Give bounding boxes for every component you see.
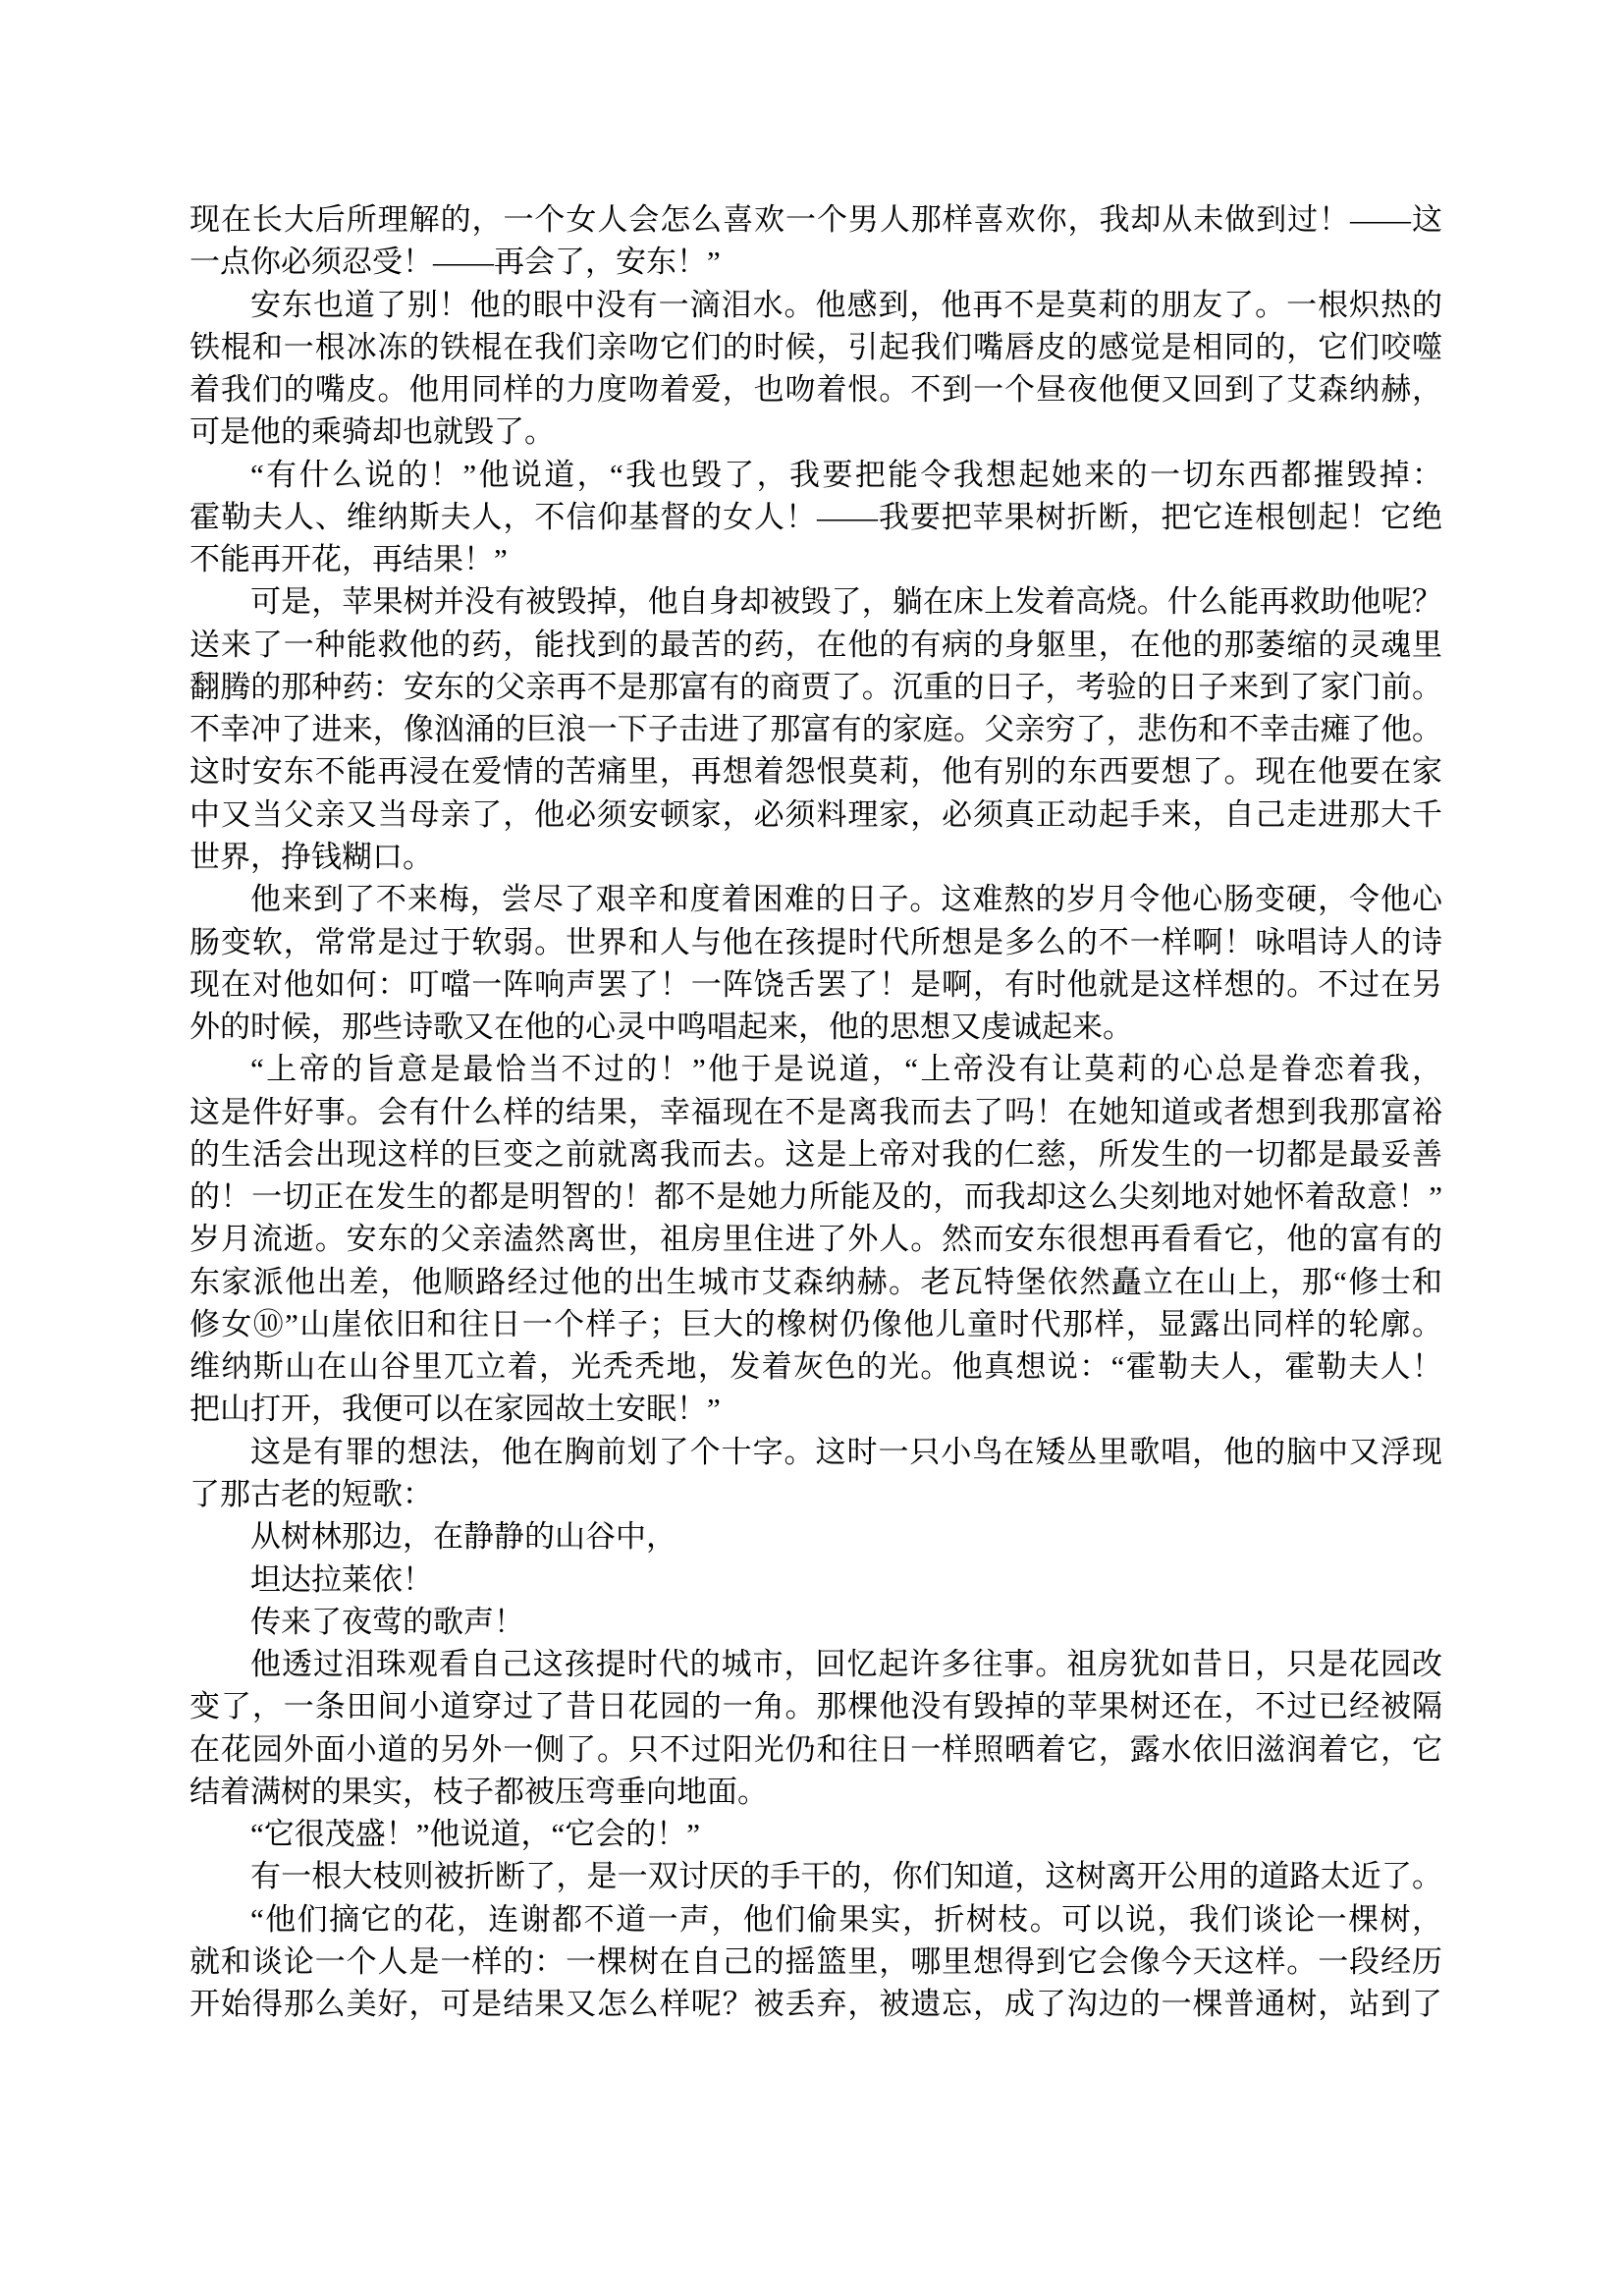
text-line: 修女⑩”山崖依旧和往日一个样子；巨大的橡树仍像他儿童时代那样，显露出同样的轮廓。: [189, 1306, 1442, 1341]
text-block: [189, 198, 1442, 2025]
text-line: 翻腾的那种药：安东的父亲再不是那富有的商贾了。沉重的日子，考验的日子来到了家门前。: [189, 669, 1442, 704]
text-line: 从树林那边，在静静的山谷中，: [250, 1519, 676, 1555]
text-line: 就和谈论一个人是一样的：一棵树在自己的摇篮里，哪里想得到它会像今天这样。一段经历: [189, 1943, 1442, 1979]
text-line: 肠变软，常常是过于软弱。世界和人与他在孩提时代所想是多么的不一样啊！咏唱诗人的诗: [189, 924, 1442, 959]
text-line: 不能再开花，再结果！”: [189, 542, 508, 577]
text-line: 不幸冲了进来，像汹涌的巨浪一下子击进了那富有的家庭。父亲穷了，悲伤和不幸击瘫了他。: [189, 712, 1442, 747]
text-line: 东家派他出差，他顺路经过他的出生城市艾森纳赫。老瓦特堡依然矗立在山上，那“修士和: [189, 1264, 1442, 1299]
text-line: 有一根大枝则被折断了，是一双讨厌的手干的，你们知道，这树离开公用的道路太近了。: [250, 1859, 1442, 1894]
text-line: 的生活会出现这样的巨变之前就离我而去。这是上帝对我的仁慈，所发生的一切都是最妥善: [189, 1136, 1442, 1172]
text-line: 这是件好事。会有什么样的结果，幸福现在不是离我而去了吗！在她知道或者想到我那富裕: [189, 1094, 1442, 1129]
text-line: “上帝的旨意是最恰当不过的！”他于是说道，“上帝没有让莫莉的心总是眷恋着我，: [250, 1052, 1442, 1087]
text-line: 现在长大后所理解的，一个女人会怎么喜欢一个男人那样喜欢你，我却从未做到过！——这: [189, 202, 1442, 237]
text-line: 可是，苹果树并没有被毁掉，他自身却被毁了，躺在床上发着高烧。什么能再救助他呢？: [250, 584, 1442, 620]
text-line: 他来到了不来梅，尝尽了艰辛和度着困难的日子。这难熬的岁月令他心肠变硬，令他心: [250, 882, 1442, 917]
text-line: 维纳斯山在山谷里兀立着，光秃秃地，发着灰色的光。他真想说：“霍勒夫人，霍勒夫人！: [189, 1349, 1442, 1385]
text-line: 现在对他如何：叮噹一阵响声罢了！一阵饶舌罢了！是啊，有时他就是这样想的。不过在另: [189, 966, 1442, 1002]
text-line: 坦达拉莱依！: [250, 1561, 433, 1597]
text-line: 可是他的乘骑却也就毁了。: [189, 414, 555, 450]
text-line: 霍勒夫人、维纳斯夫人，不信仰基督的女人！——我要把苹果树折断，把它连根刨起！它绝: [189, 499, 1442, 534]
text-line: 世界，挣钱糊口。: [189, 839, 433, 874]
text-line: 这是有罪的想法，他在胸前划了个十字。这时一只小鸟在矮丛里歌唱，他的脑中又浮现: [250, 1434, 1442, 1469]
text-line: 在花园外面小道的另外一侧了。只不过阳光仍和往日一样照晒着它，露水依旧滋润着它，它: [189, 1731, 1442, 1767]
text-line: 铁棍和一根冰冻的铁棍在我们亲吻它们的时候，引起我们嘴唇皮的感觉是相同的，它们咬噬: [189, 329, 1442, 364]
text-line: “有什么说的！”他说道，“我也毁了，我要把能令我想起她来的一切东西都摧毁掉：: [250, 457, 1442, 492]
text-line: 传来了夜莺的歌声！: [250, 1604, 524, 1639]
text-line: 外的时候，那些诗歌又在他的心灵中鸣唱起来，他的思想又虔诚起来。: [189, 1010, 1133, 1045]
text-line: 开始得那么美好，可是结果又怎么样呢？被丢弃，被遗忘，成了沟边的一棵普通树，站到了: [189, 1987, 1442, 2022]
text-line: 中又当父亲又当母亲了，他必须安顿家，必须料理家，必须真正动起手来，自己走进那大千: [189, 796, 1442, 832]
text-line: 他透过泪珠观看自己这孩提时代的城市，回忆起许多往事。祖房犹如昔日，只是花园改: [250, 1647, 1442, 1682]
text-line: 变了，一条田间小道穿过了昔日花园的一角。那棵他没有毁掉的苹果树还在，不过已经被隔: [189, 1689, 1442, 1724]
text-line: 结着满树的果实，枝子都被压弯垂向地面。: [189, 1774, 768, 1809]
text-line: 的！一切正在发生的都是明智的！都不是她力所能及的，而我却这么尖刻地对她怀着敌意！”: [189, 1179, 1442, 1215]
text-line: 岁月流逝。安东的父亲溘然离世，祖房里住进了外人。然而安东很想再看看它，他的富有的: [189, 1222, 1442, 1257]
text-line: 把山打开，我便可以在家园故土安眠！”: [189, 1392, 721, 1427]
text-line: 了那古老的短歌：: [189, 1476, 433, 1511]
text-line: “他们摘它的花，连谢都不道一声，他们偷果实，折树枝。可以说，我们谈论一棵树，: [250, 1901, 1442, 1937]
text-line: 送来了一种能救他的药，能找到的最苦的药，在他的有病的身躯里，在他的那萎缩的灵魂里: [189, 627, 1442, 662]
text-line: 安东也道了别！他的眼中没有一滴泪水。他感到，他再不是莫莉的朋友了。一根炽热的: [250, 287, 1442, 322]
text-line: 这时安东不能再浸在爱情的苦痛里，再想着怨恨莫莉，他有别的东西要想了。现在他要在家: [189, 754, 1442, 790]
text-line: “它很茂盛！”他说道，“它会的！”: [250, 1817, 701, 1852]
text-line: 一点你必须忍受！——再会了，安东！”: [189, 245, 721, 280]
text-line: 着我们的嘴皮。他用同样的力度吻着爱，也吻着恨。不到一个昼夜他便又回到了艾森纳赫，: [189, 372, 1442, 408]
